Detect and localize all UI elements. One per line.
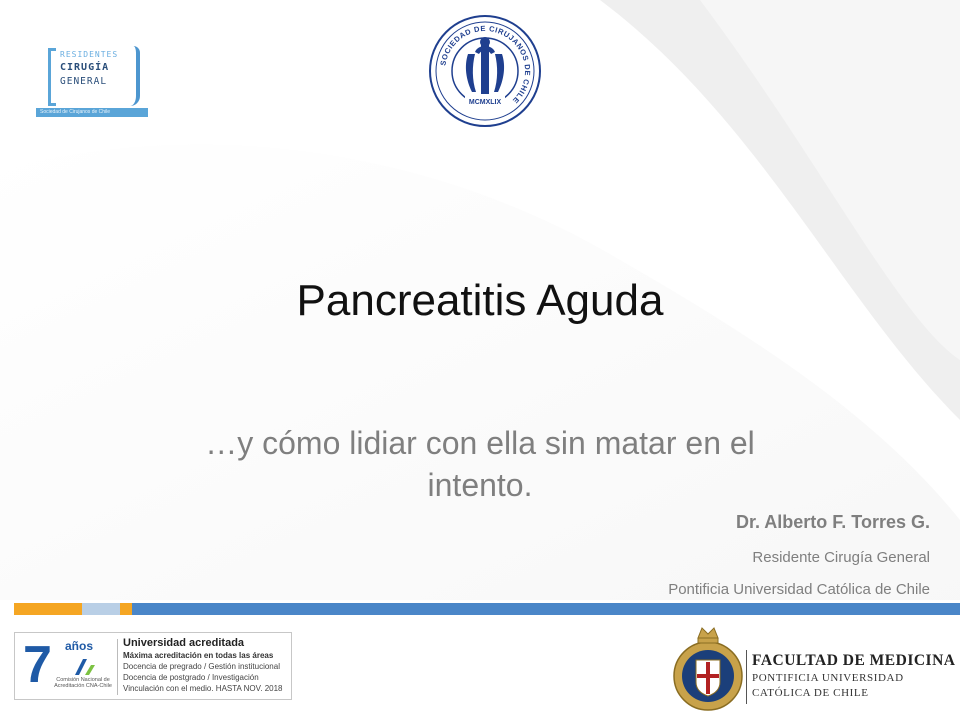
logo-line1: RESIDENTES: [60, 50, 119, 59]
faculty-name: FACULTAD DE MEDICINA: [752, 652, 956, 669]
accreditation-line2: Docencia de pregrado / Gestión institucional: [123, 662, 280, 671]
accent-bar-orange-small: [120, 603, 132, 615]
logo-bracket-right: [130, 46, 140, 106]
accent-bar-light-blue: [82, 603, 120, 615]
accreditation-divider: [117, 639, 118, 695]
accent-color-bar: [14, 603, 960, 615]
accreditation-line3: Docencia de postgrado / Investigación: [123, 673, 259, 682]
residentes-cirugia-logo: [36, 44, 148, 118]
logo-line2: CIRUGÍA: [60, 62, 110, 73]
accreditation-agency: Comisión Nacional de Acreditación CNA-Chile: [54, 677, 112, 689]
slide-title: Pancreatitis Aguda: [296, 276, 664, 325]
uc-coat-of-arms-icon: [672, 624, 744, 714]
accent-bar-orange: [14, 603, 82, 615]
accreditation-badge: [14, 632, 292, 700]
university-name-line1: PONTIFICIA UNIVERSIDAD: [752, 672, 904, 684]
logo-bracket-left: [48, 48, 56, 106]
author-name: Dr. Alberto F. Torres G.: [735, 512, 930, 532]
cna-logo-icon: [59, 657, 111, 677]
slide-subtitle: …y cómo lidiar con ella sin matar en el intento.: [205, 425, 755, 503]
logo-bar: [36, 108, 148, 117]
sociedad-cirujanos-seal: [428, 14, 542, 128]
accreditation-years-number: 7: [23, 636, 52, 694]
seal-year: MCMXLIX: [468, 99, 502, 106]
university-name-line2: CATÓLICA DE CHILE: [752, 687, 869, 699]
author-institution: Pontificia Universidad Católica de Chile: [668, 581, 930, 598]
accreditation-years-word: años: [65, 639, 94, 653]
faculty-divider: [746, 650, 747, 704]
accreditation-line4: Vinculación con el medio. HASTA NOV. 2018: [123, 684, 283, 693]
accent-bar-blue: [132, 603, 960, 615]
logo-line3: GENERAL: [60, 76, 108, 87]
seal-ring-text: SOCIEDAD DE CIRUJANOS DE CHILE: [438, 23, 533, 106]
logo-bar-text: Sociedad de Cirujanos de Chile: [40, 109, 111, 115]
author-role: Residente Cirugía General: [752, 549, 930, 566]
accreditation-line1: Máxima acreditación en todas las áreas: [123, 651, 274, 660]
accreditation-heading: Universidad acreditada: [123, 637, 245, 649]
